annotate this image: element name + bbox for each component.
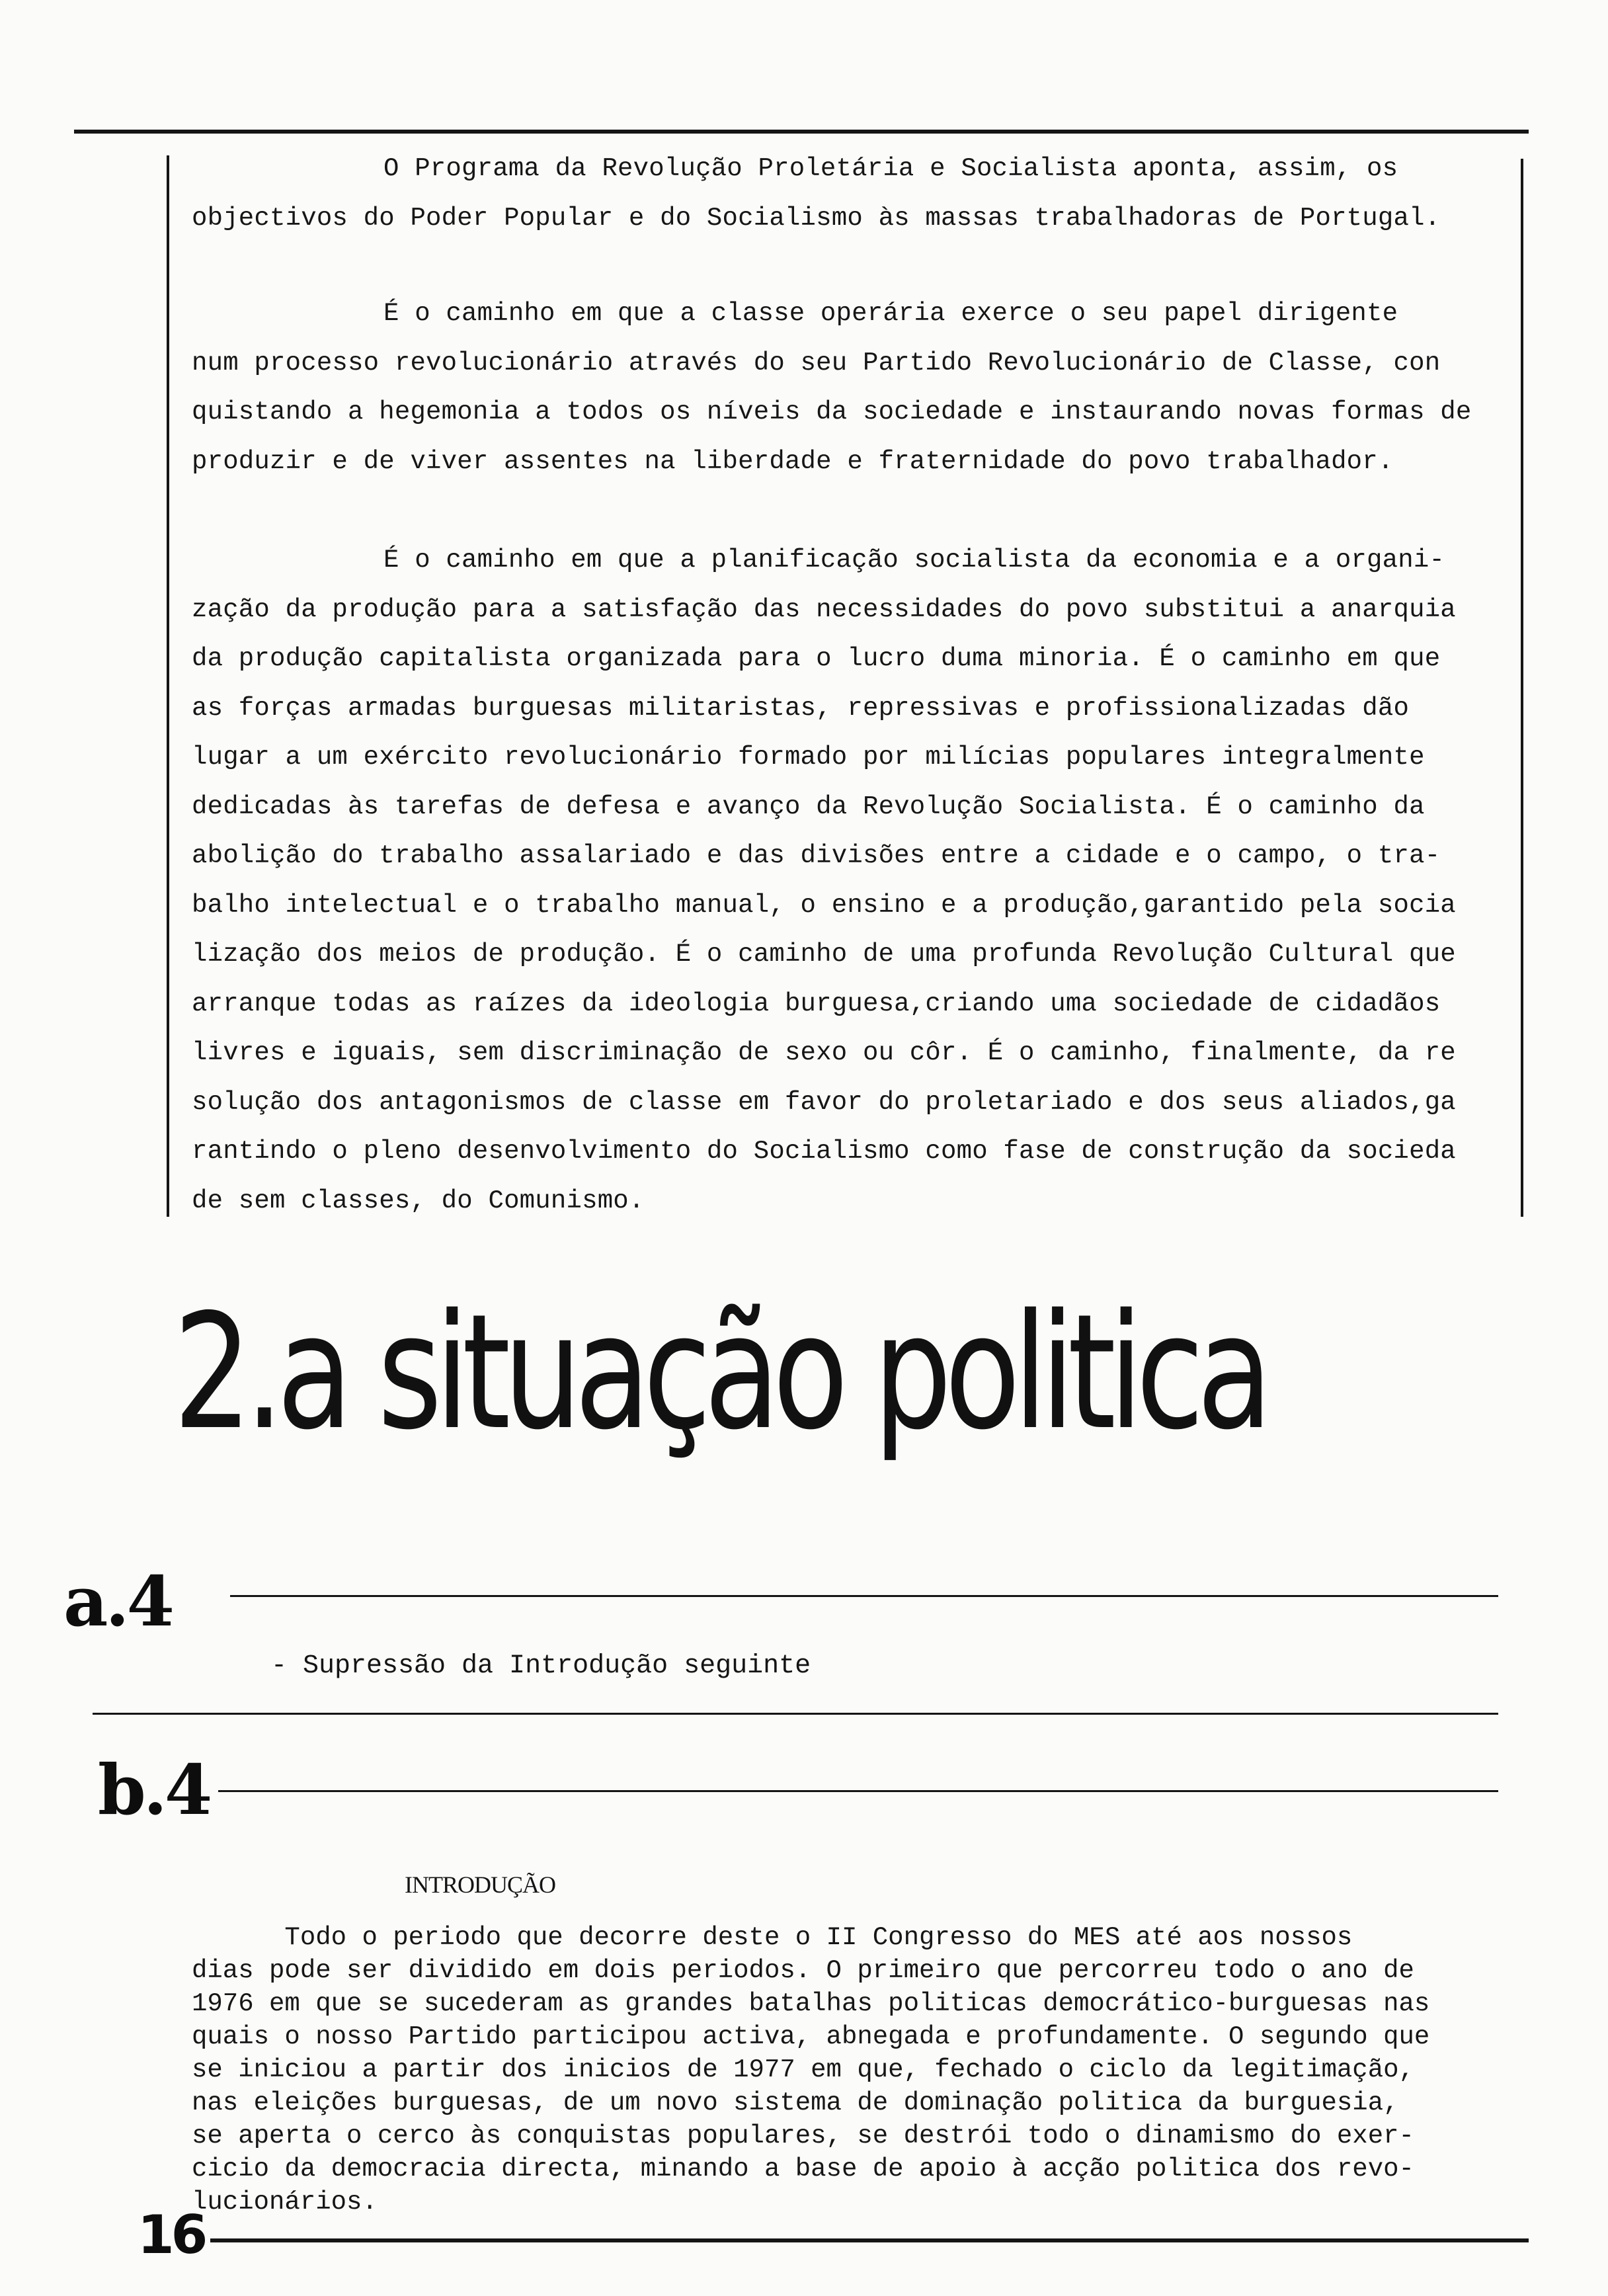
text-line: solução dos antagonismos de classe em favor do proletariado e dos seus aliados,ga <box>192 1087 1456 1117</box>
text-line: 1976 em que se sucederam as grandes batalhas politicas democrático-burguesas nas <box>192 1989 1430 2018</box>
text-line: se aperta o cerco às conquistas populares, se destrói todo o dinamismo do exer- <box>192 2121 1414 2151</box>
text-line: num processo revolucionário através do seu Partido Revolucionário de Classe, con <box>192 348 1441 378</box>
text-line: lização dos meios de produção. É o caminho de uma profunda Revolução Cultural que <box>192 940 1456 969</box>
suppression-note: - Supressão da Introdução seguinte <box>271 1651 811 1681</box>
divider-rule <box>93 1713 1498 1715</box>
right-frame-line <box>1521 159 1523 1217</box>
text-line: quistando a hegemonia a todos os níveis da sociedade e instaurando novas formas de <box>192 397 1472 427</box>
paragraph-programa <box>192 144 1440 243</box>
text-line: lugar a um exército revolucionário formado por milícias populares integralmente <box>192 743 1425 772</box>
top-rule <box>74 130 1529 134</box>
marker-a4-rule <box>230 1595 1498 1597</box>
page-number: 16 <box>138 2204 205 2266</box>
paragraph-classe-operaria <box>192 289 1472 486</box>
text-line: Todo o periodo que decorre deste o II Congresso do MES até aos nossos <box>192 1923 1353 1952</box>
text-line: abolição do trabalho assalariado e das divisões entre a cidade e o campo, o tra- <box>192 841 1441 870</box>
text-line: balho intelectual e o trabalho manual, o ensino e a produção,garantido pela socia <box>192 890 1456 920</box>
text-line: quais o nosso Partido participou activa, abnegada e profundamente. O segundo que <box>192 2022 1430 2051</box>
intro-heading: INTRODUÇÃO <box>405 1871 555 1898</box>
text-line: dias pode ser dividido em dois periodos. O primeiro que percorreu todo o ano de <box>192 1956 1414 1985</box>
text-line: O Programa da Revolução Proletária e Socialista aponta, assim, os <box>383 154 1398 183</box>
bottom-rule <box>210 2238 1529 2242</box>
marker-b4: b.4 <box>98 1749 210 1830</box>
paragraph-planificacao <box>192 536 1456 1225</box>
section-title: 2.a situação politica <box>173 1280 1266 1465</box>
text-line: de sem classes, do Comunismo. <box>192 1186 645 1215</box>
text-line: produzir e de viver assentes na liberdade e fraternidade do povo trabalhador. <box>192 446 1394 476</box>
intro-paragraph <box>192 1921 1429 2219</box>
text-line: zação da produção para a satisfação das necessidades do povo substitui a anarquia <box>192 594 1456 624</box>
text-line: objectivos do Poder Popular e do Socialismo às massas trabalhadoras de Portugal. <box>192 203 1441 233</box>
text-line: dedicadas às tarefas de defesa e avanço da Revolução Socialista. É o caminho da <box>192 792 1425 821</box>
text-line: as forças armadas burguesas militaristas, repressivas e profissionalizadas dão <box>192 693 1410 723</box>
text-line: É o caminho em que a classe operária exerce o seu papel dirigente <box>383 299 1398 328</box>
text-line: cicio da democracia directa, minando a base de apoio à acção politica dos revo- <box>192 2154 1414 2184</box>
marker-a4: a.4 <box>63 1561 172 1642</box>
text-line: É o caminho em que a planificação socialista da economia e a organi- <box>383 546 1445 575</box>
left-frame-line <box>167 155 169 1217</box>
text-line: rantindo o pleno desenvolvimento do Socialismo como fase de construção da socieda <box>192 1137 1456 1166</box>
text-line: nas eleições burguesas, de um novo sistema de dominação politica da burguesia, <box>192 2088 1399 2117</box>
marker-b4-rule <box>218 1790 1498 1792</box>
text-line: se iniciou a partir dos inicios de 1977 em que, fechado o ciclo da legitimação, <box>192 2055 1414 2084</box>
text-line: lucionários. <box>192 2188 378 2217</box>
text-line: livres e iguais, sem discriminação de sexo ou côr. É o caminho, finalmente, da re <box>192 1038 1456 1067</box>
text-line: da produção capitalista organizada para o lucro duma minoria. É o caminho em que <box>192 644 1441 673</box>
text-line: arranque todas as raízes da ideologia burguesa,criando uma sociedade de cidadãos <box>192 989 1441 1018</box>
